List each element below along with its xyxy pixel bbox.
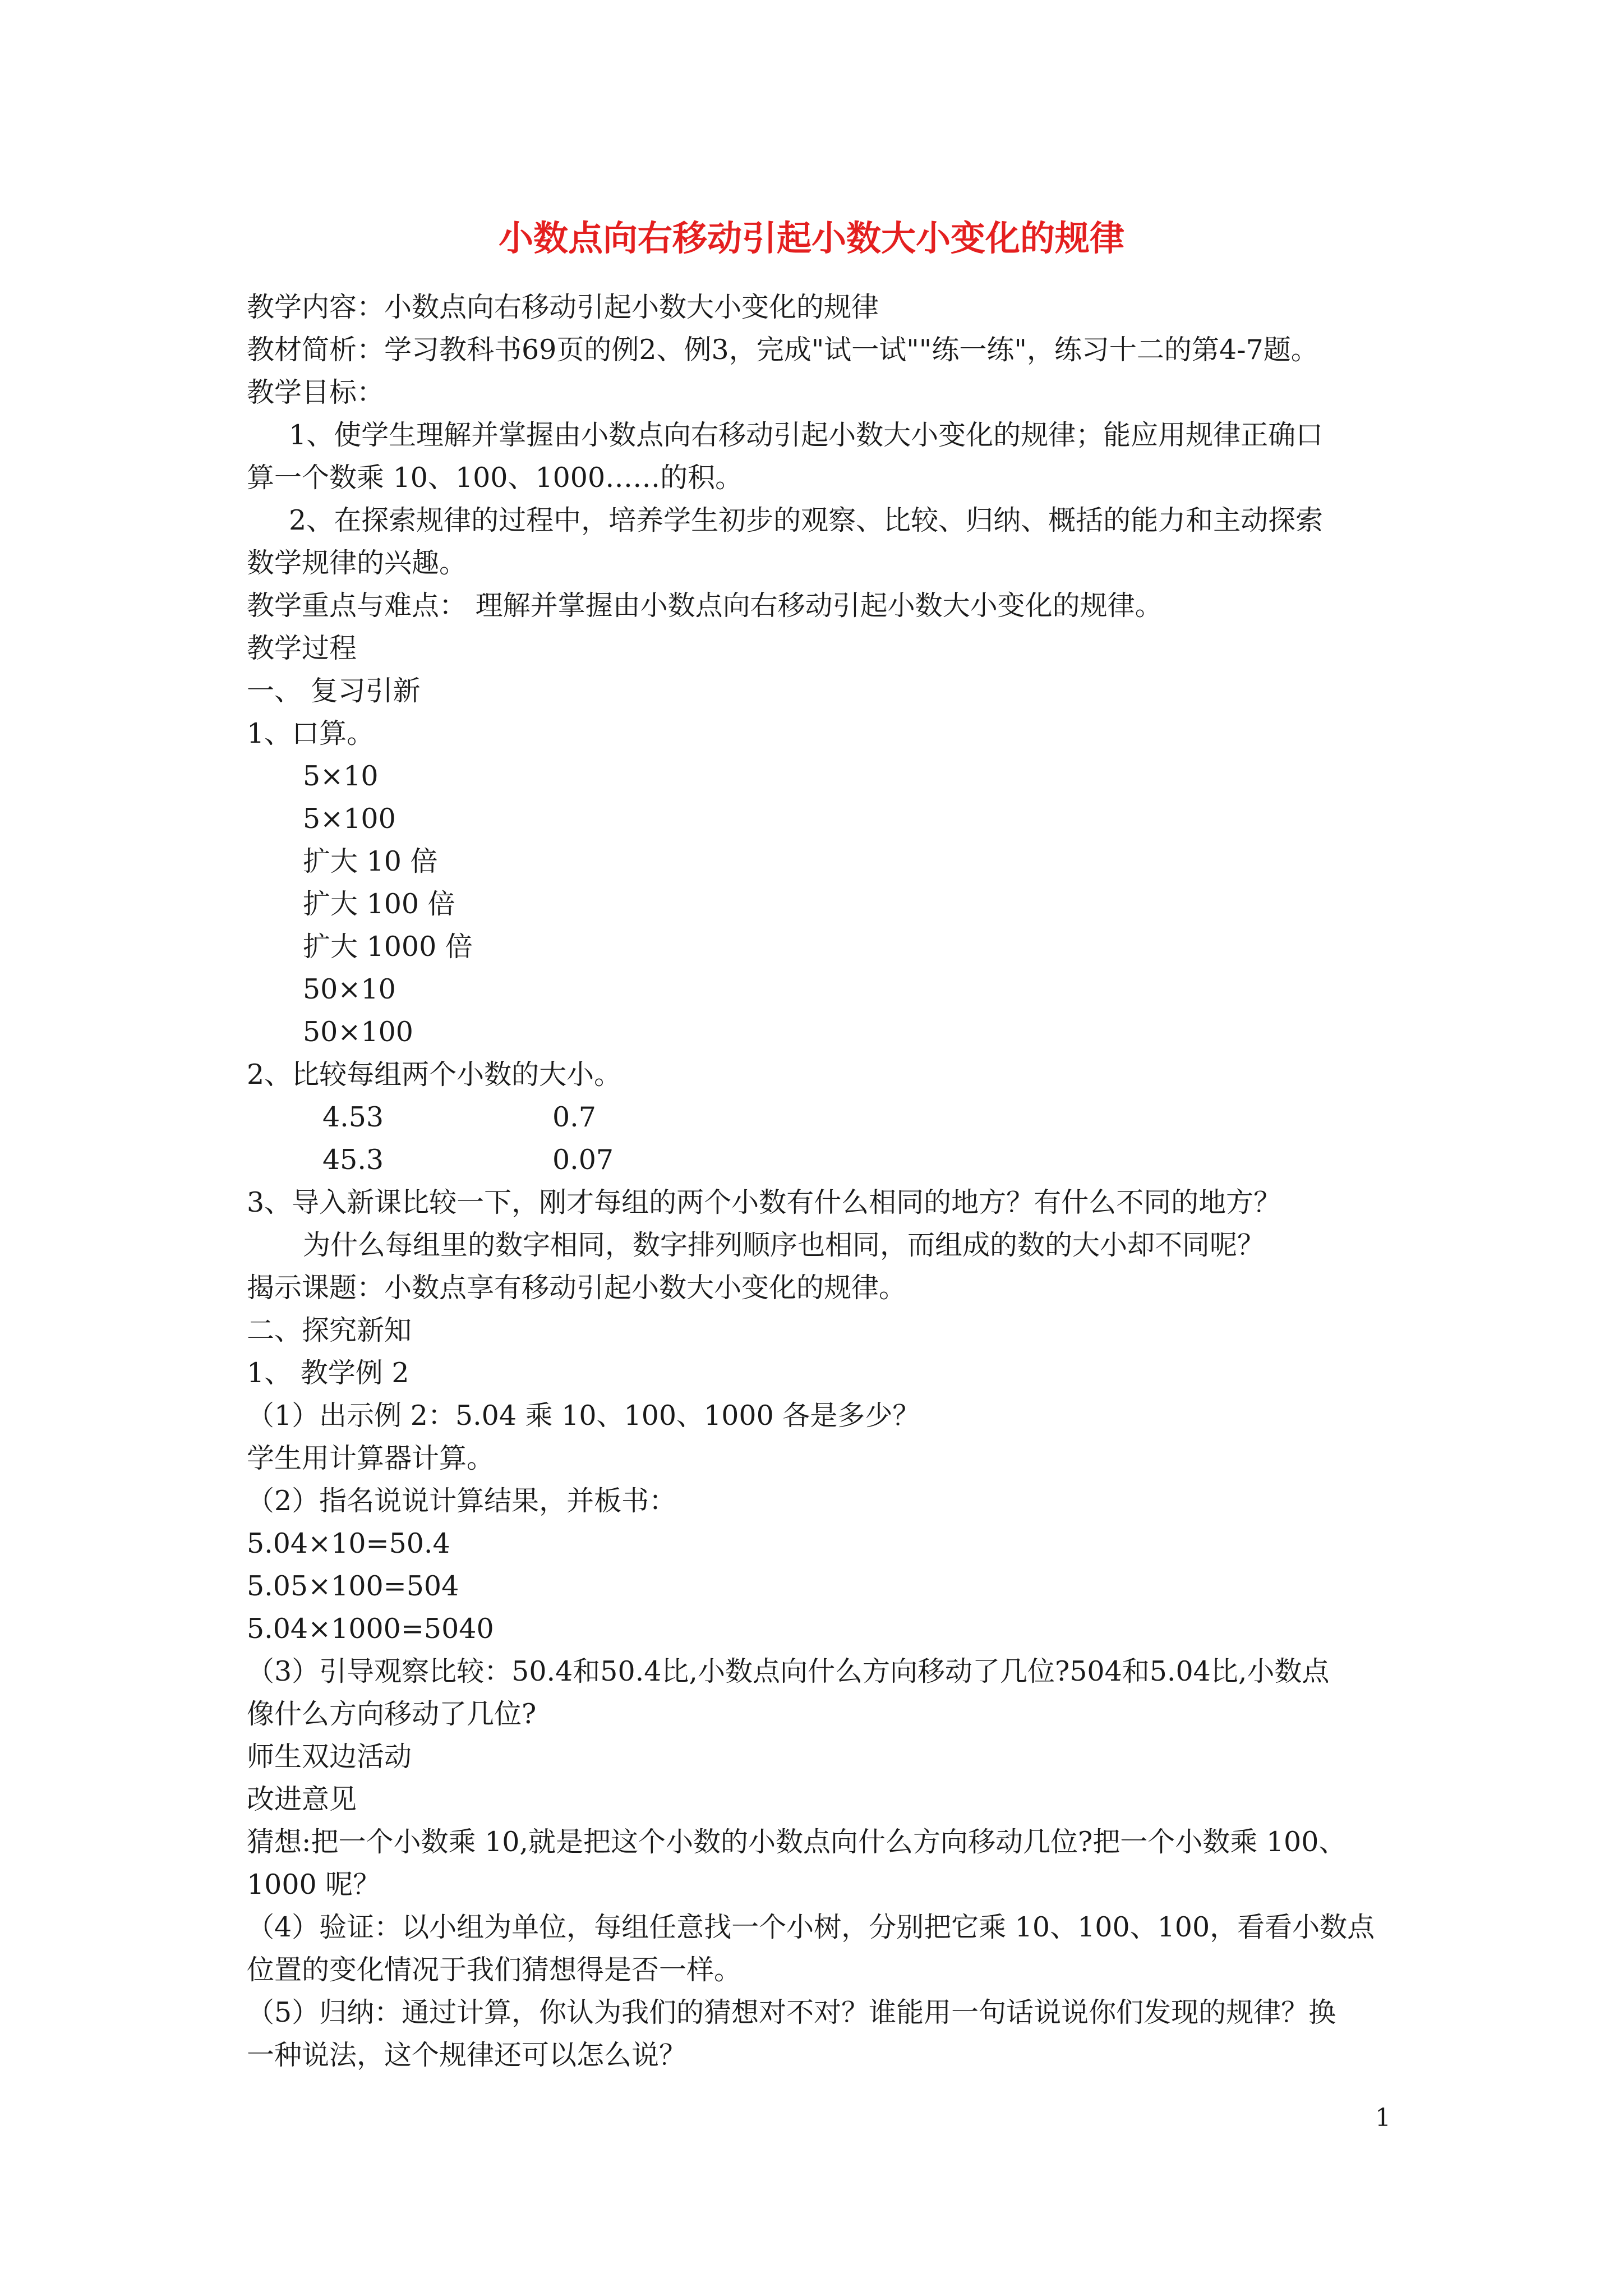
example-2-heading: 1、 教学例 2 — [247, 1357, 409, 1389]
page-number: 1 — [1375, 2104, 1391, 2132]
goal-2-line-1: 2、在探索规律的过程中，培养学生初步的观察、比较、归纳、概括的能力和主动探索 — [289, 504, 1324, 536]
compare-heading: 2、比较每组两个小数的大小。 — [247, 1059, 622, 1091]
key-difficult-points-line: 教学重点与难点： 理解并掌握由小数点向右移动引起小数大小变化的规律。 — [247, 590, 1163, 622]
compare-value: 45.3 — [322, 1144, 384, 1176]
teaching-process-heading: 教学过程 — [247, 632, 357, 664]
step-5-line-1: （5）归纳：通过计算，你认为我们的猜想对不对？谁能用一句话说说你们发现的规律？换 — [247, 1996, 1336, 2028]
step-1-line: （1）出示例 2：5.04 乘 10、100、1000 各是多少？ — [247, 1400, 920, 1432]
teacher-student-activity-line: 师生双边活动 — [247, 1741, 412, 1773]
calc-item: 扩大 10 倍 — [303, 845, 438, 877]
equation-line: 5.04×1000=5040 — [247, 1613, 494, 1645]
section-2-heading: 二、探究新知 — [247, 1314, 412, 1346]
step-5-line-2: 一种说法，这个规律还可以怎么说？ — [247, 2039, 687, 2071]
calc-item: 50×100 — [303, 1016, 413, 1048]
step-3-line-2: 像什么方向移动了几位? — [247, 1698, 537, 1730]
improvement-line: 改进意见 — [247, 1783, 357, 1815]
step-3-line-1: （3）引导观察比较：50.4和50.4比,小数点向什么方向移动了几位?504和5.04比,小数点 — [247, 1655, 1330, 1687]
goal-2-line-2: 数学规律的兴趣。 — [247, 547, 467, 579]
guess-line-2: 1000 呢？ — [247, 1869, 381, 1901]
calc-item: 扩大 100 倍 — [303, 888, 455, 920]
document-title: 小数点向右移动引起小数大小变化的规律 — [498, 218, 1124, 259]
step-4-line-1: （4）验证：以小组为单位，每组任意找一个小树，分别把它乘 10、100、100，看看小数点 — [247, 1911, 1375, 1943]
equation-line: 5.05×100=504 — [247, 1570, 459, 1602]
document-body — [247, 286, 1402, 2077]
intro-line-2: 为什么每组里的数字相同，数字排列顺序也相同，而组成的数的大小却不同呢？ — [303, 1229, 1265, 1261]
compare-row-2 — [247, 1139, 1402, 1181]
compare-value: 4.53 — [322, 1101, 384, 1133]
equation-line: 5.04×10=50.4 — [247, 1527, 450, 1559]
calc-item: 5×10 — [303, 760, 379, 792]
calculator-line: 学生用计算器计算。 — [247, 1442, 495, 1474]
guess-line-1: 猜想:把一个小数乘 10,就是把这个小数的小数点向什么方向移动几位?把一个小数乘 100、 — [247, 1826, 1347, 1858]
compare-value: 0.7 — [552, 1101, 596, 1133]
textbook-analysis-line: 教材简析：学习教科书69页的例2、例3，完成"试一试""练一练"，练习十二的第4-7题。 — [247, 334, 1318, 366]
goal-1-line-2: 算一个数乘 10、100、1000……的积。 — [247, 462, 743, 494]
step-4-line-2: 位置的变化情况于我们猜想得是否一样。 — [247, 1954, 742, 1986]
teaching-goals-heading: 教学目标： — [247, 376, 385, 408]
section-1-heading: 一、 复习引新 — [247, 675, 421, 707]
calc-item: 扩大 1000 倍 — [303, 931, 473, 963]
intro-line-1: 3、导入新课比较一下，刚才每组的两个小数有什么相同的地方？有什么不同的地方？ — [247, 1186, 1281, 1218]
compare-row-1 — [247, 1096, 1402, 1139]
step-2-line: （2）指名说说计算结果，并板书： — [247, 1485, 677, 1517]
goal-1-line-1: 1、使学生理解并掌握由小数点向右移动引起小数大小变化的规律；能应用规律正确口 — [289, 419, 1324, 451]
calc-item: 50×10 — [303, 973, 396, 1005]
reveal-topic-line: 揭示课题：小数点享有移动引起小数大小变化的规律。 — [247, 1272, 907, 1304]
compare-value: 0.07 — [552, 1144, 614, 1176]
teaching-content-line: 教学内容：小数点向右移动引起小数大小变化的规律 — [247, 291, 879, 323]
oral-calc-heading: 1、口算。 — [247, 717, 375, 749]
calc-item: 5×100 — [303, 803, 396, 835]
